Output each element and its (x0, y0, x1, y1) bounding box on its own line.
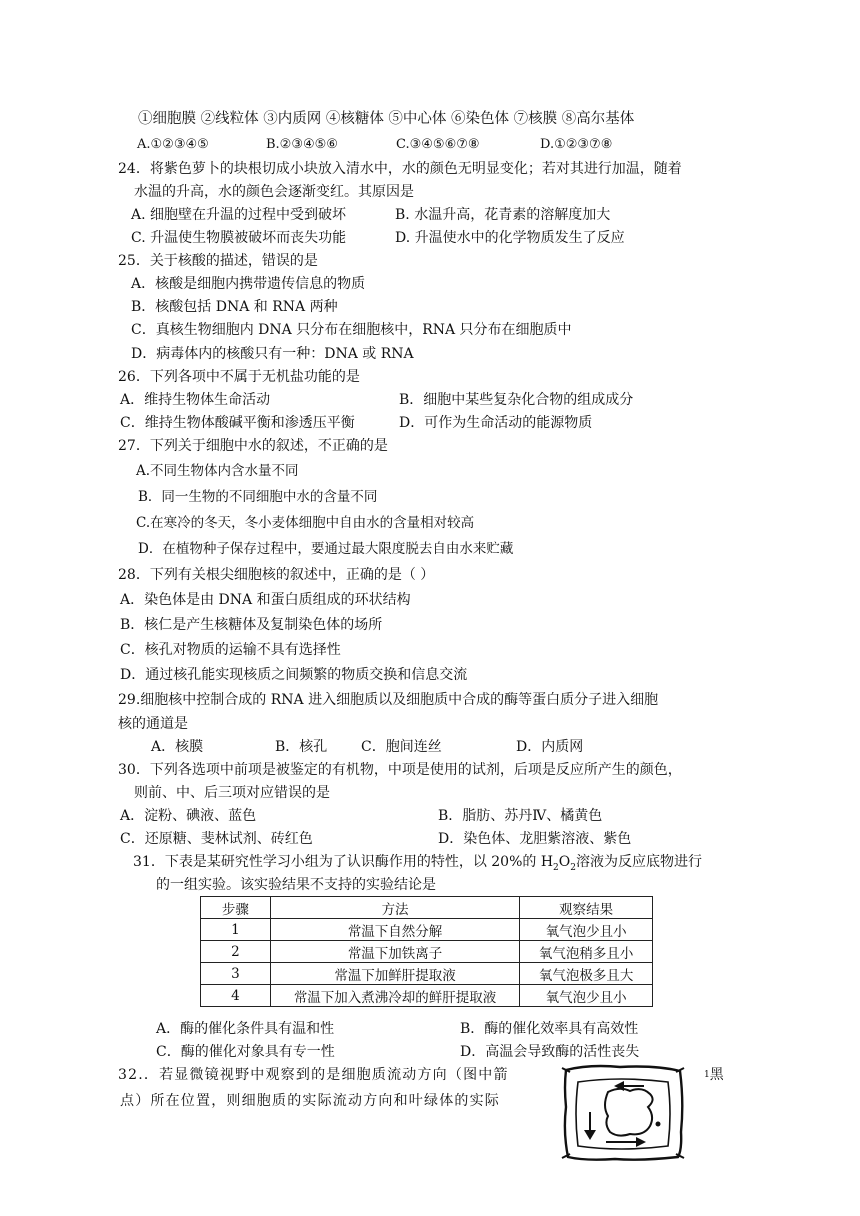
q29-option-b: B．核孔 (275, 739, 328, 755)
q32-line-2: 点）所在位置，则细胞质的实际流动方向和叶绿体的实际 (120, 1093, 500, 1109)
cell-flow-diagram (560, 1062, 686, 1162)
table-cell: 常温下加铁离子 (270, 941, 519, 963)
q26-option-b: B．细胞中某些复杂化合物的组成成分 (399, 392, 634, 408)
q30-stem-1: 30．下列各选项中前项是被鉴定的有机物，中项是使用的试剂，后项是反应所产生的颜色， (118, 762, 682, 778)
q23-option-c: C.③④⑤⑥⑦⑧ (396, 137, 480, 152)
q27-option-d: D．在植物种子保存过程中，要通过最大限度脱去自由水来贮藏 (138, 541, 514, 557)
q24-option-a: A. 细胞壁在升温的过程中受到破坏 (131, 207, 347, 223)
table-row (201, 963, 653, 985)
q25-option-c: C．真核生物细胞内 DNA 只分布在细胞核中，RNA 只分布在细胞质中 (131, 322, 572, 338)
q26-option-c: C．维持生物体酸碱平衡和渗透压平衡 (120, 415, 355, 431)
q24-stem-2: 水温的升高，水的颜色会逐渐变红。其原因是 (134, 184, 414, 200)
q28-option-c: C．核孔对物质的运输不具有选择性 (120, 642, 341, 658)
table-cell: 2 (201, 941, 271, 963)
q32-line-1-tail: $^1$黑 (704, 1067, 724, 1083)
q24-option-d: D. 升温使水中的化学物质发生了反应 (395, 230, 625, 246)
table-row (201, 941, 653, 963)
q25-option-b: B．核酸包括 DNA 和 RNA 两种 (131, 299, 338, 315)
table-cell: 氧气泡少且小 (520, 985, 653, 1007)
q28-option-a: A．染色体是由 DNA 和蛋白质组成的环状结构 (120, 592, 411, 608)
q27-option-a: A.不同生物体内含水量不同 (136, 463, 299, 479)
table-header-method: 方法 (270, 897, 519, 919)
q23-option-a: A.①②③④⑤ (137, 137, 209, 152)
table-cell: 3 (201, 963, 271, 985)
q28-option-b: B．核仁是产生核糖体及复制染色体的场所 (120, 617, 383, 633)
table-row (201, 985, 653, 1007)
q29-option-d: D．内质网 (516, 739, 584, 755)
q26-option-a: A．维持生物体生命活动 (120, 392, 271, 408)
table-row (201, 919, 653, 941)
q31-option-a: A．酶的催化条件具有温和性 (156, 1021, 335, 1037)
q30-option-d: D．染色体、龙胆紫溶液、紫色 (438, 831, 632, 847)
q30-option-c: C．还原糖、斐林试剂、砖红色 (120, 831, 313, 847)
q30-option-a: A．淀粉、碘液、蓝色 (120, 808, 257, 824)
q23-items: ①细胞膜 ②线粒体 ③内质网 ④核糖体 ⑤中心体 ⑥染色体 ⑦核膜 ⑧高尔基体 (138, 111, 635, 127)
q24-option-c: C. 升温使生物膜被破坏而丧失功能 (131, 230, 347, 246)
table-header-row (201, 897, 653, 919)
q26-option-d: D．可作为生命活动的能源物质 (399, 415, 593, 431)
q30-stem-2: 则前、中、后三项对应错误的是 (134, 785, 330, 801)
table-cell: 4 (201, 985, 271, 1007)
q28-option-d: D．通过核孔能实现核质之间频繁的物质交换和信息交流 (120, 667, 468, 683)
table-cell: 氧气泡极多且大 (520, 963, 653, 985)
q23-option-b: B.②③④⑤⑥ (266, 137, 338, 152)
q31-table (200, 896, 653, 1007)
table-cell: 常温下加鲜肝提取液 (270, 963, 519, 985)
q27-option-b: B．同一生物的不同细胞中水的含量不同 (138, 489, 378, 505)
table-cell: 氧气泡稍多且小 (520, 941, 653, 963)
q31-stem-1: 31．下表是某研究性学习小组为了认识酶作用的特性，以 20%的 $H_2O_2$溶液为反应底物进行 (133, 854, 702, 873)
table-header-result: 观察结果 (520, 897, 653, 919)
q25-option-a: A．核酸是细胞内携带遗传信息的物质 (131, 276, 366, 292)
table-cell: 氧气泡少且小 (520, 919, 653, 941)
table-cell: 1 (201, 919, 271, 941)
q26-stem: 26．下列各项中不属于无机盐功能的是 (118, 369, 360, 385)
q29-option-a: A．核膜 (151, 739, 204, 755)
q31-option-d: D．高温会导致酶的活性丧失 (460, 1044, 640, 1060)
q29-stem-1: 29.细胞核中控制合成的 RNA 进入细胞质以及细胞质中合成的酶等蛋白质分子进入细胞 (118, 692, 659, 708)
q31-stem-2: 的一组实验。该实验结果不支持的实验结论是 (156, 877, 436, 893)
q32-line-1: 32.．若显微镜视野中观察到的是细胞质流动方向（图中箭 (118, 1067, 509, 1083)
table-header-step: 步骤 (201, 897, 271, 919)
chloroplast-dot (656, 1122, 661, 1127)
q23-option-d: D.①②③⑦⑧ (540, 137, 613, 152)
q28-stem: 28．下列有关根尖细胞核的叙述中，正确的是（ ） (118, 567, 435, 583)
q29-stem-2: 核的通道是 (118, 716, 188, 732)
q24-option-b: B. 水温升高，花青素的溶解度加大 (395, 207, 611, 223)
table-cell: 常温下自然分解 (270, 919, 519, 941)
q31-option-c: C．酶的催化对象具有专一性 (156, 1044, 335, 1060)
q31-option-b: B．酶的催化效率具有高效性 (460, 1021, 639, 1037)
q29-option-c: C．胞间连丝 (361, 739, 442, 755)
q27-option-c: C.在寒冷的冬天，冬小麦体细胞中自由水的含量相对较高 (136, 515, 475, 531)
q24-stem-1: 24．将紫色萝卜的块根切成小块放入清水中，水的颜色无明显变化；若对其进行加温，随着 (118, 161, 682, 177)
q25-option-d: D．病毒体内的核酸只有一种：DNA 或 RNA (131, 346, 414, 362)
q25-stem: 25．关于核酸的描述，错误的是 (118, 253, 318, 269)
table-cell: 常温下加入煮沸冷却的鲜肝提取液 (270, 985, 519, 1007)
q30-option-b: B．脂肪、苏丹Ⅳ、橘黄色 (438, 808, 603, 824)
q27-stem: 27．下列关于细胞中水的叙述，不正确的是 (118, 438, 388, 454)
